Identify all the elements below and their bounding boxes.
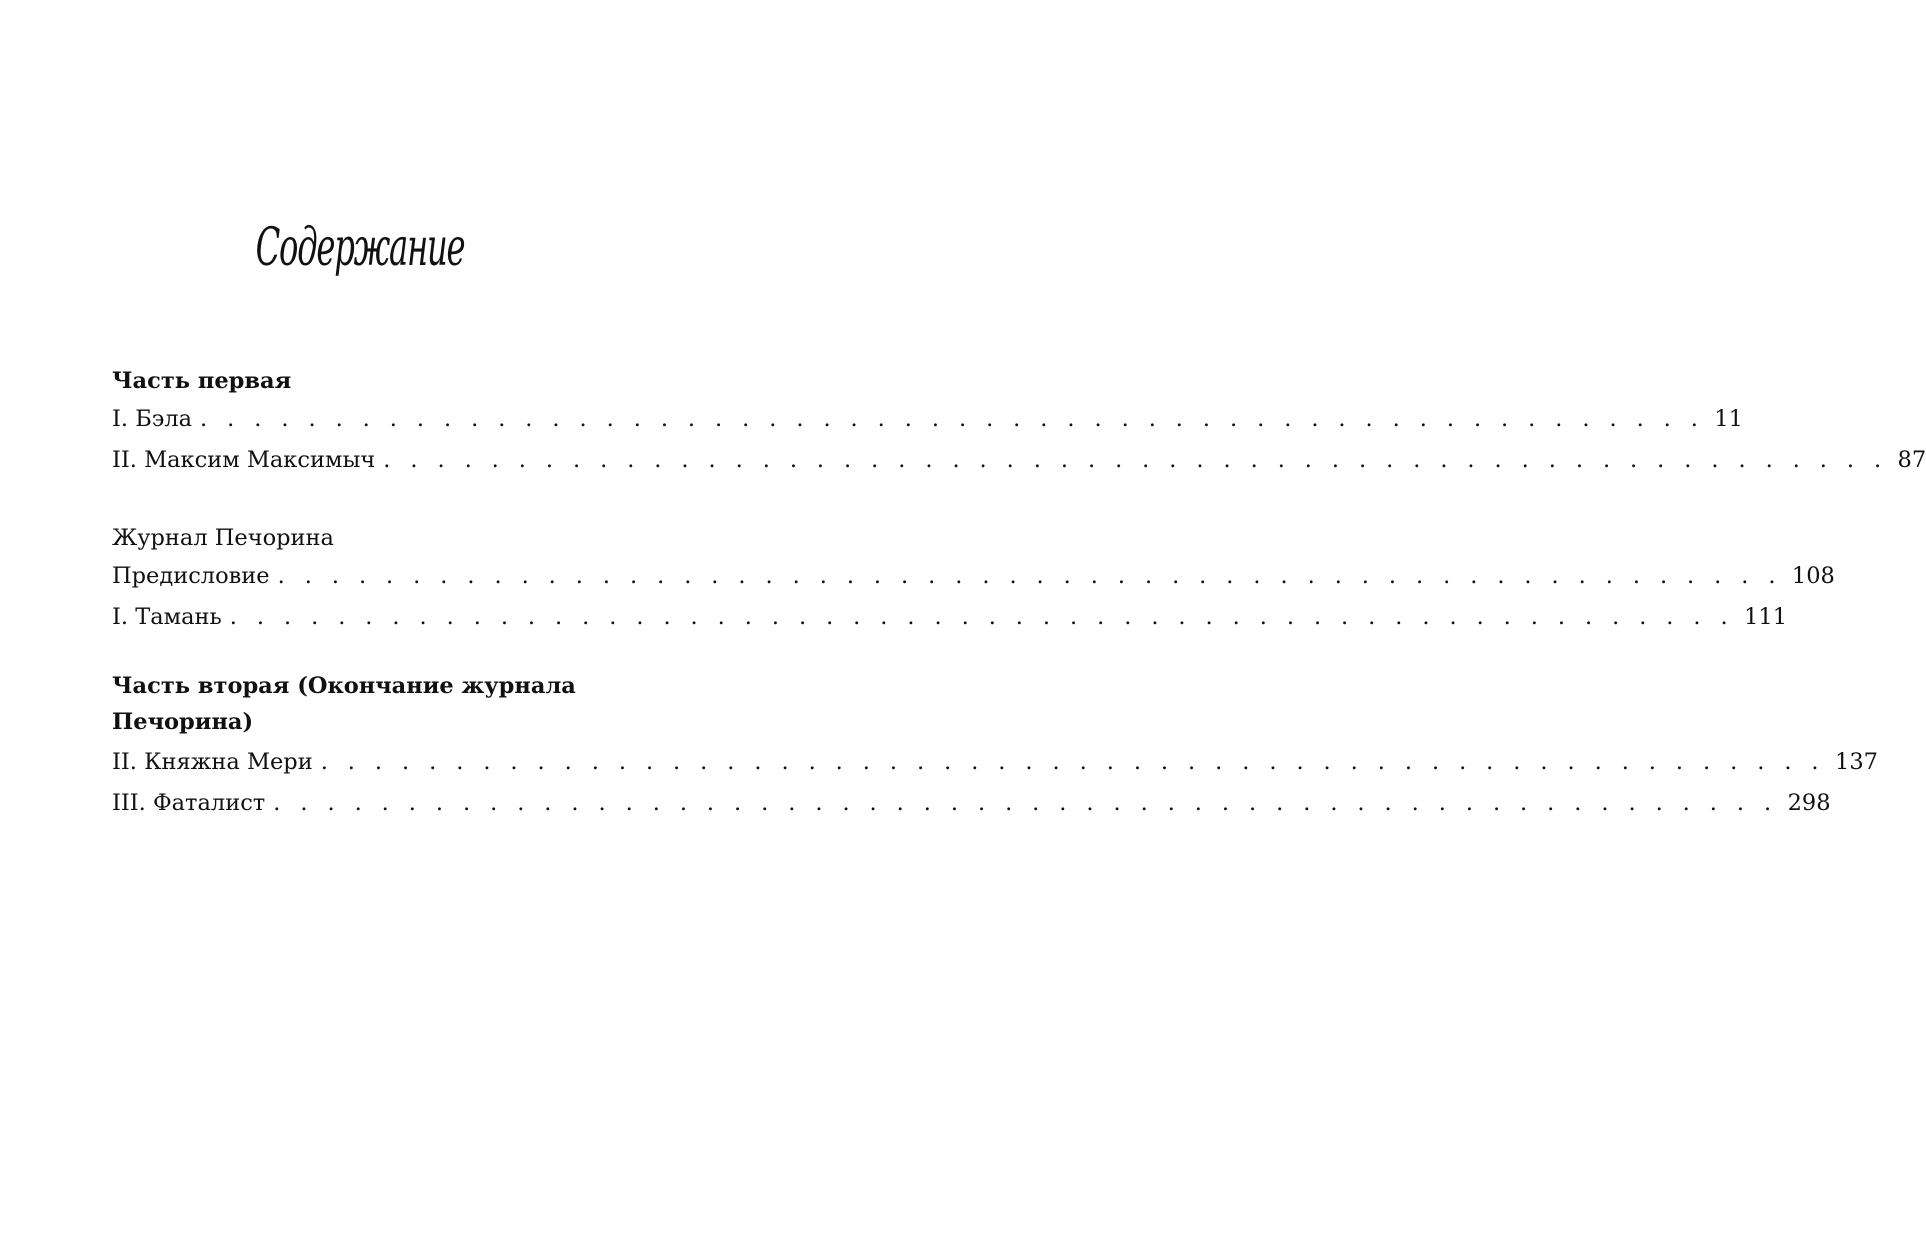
toc-entry-page: 87 [1897,447,1926,473]
toc-entry-page: 137 [1835,749,1878,775]
toc-entry-title: I. Бэла [112,406,193,432]
dot-leader: . . . . . . . . . . . . . . . . . . . . . . . . . . . . . . . . . . . . . . . . . . . . . . . . . . . . . . . . [320,749,1825,775]
toc-title: Содержание [255,218,465,278]
dot-leader: . . . . . . . . . . . . . . . . . . . . . . . . . . . . . . . . . . . . . . . . . . . . . . . . . . . . . . . . [383,447,1888,473]
toc-entry[interactable] [112,556,1835,597]
toc-entry[interactable] [112,399,1743,440]
part-two-heading [112,668,608,740]
toc-entry-page: 108 [1791,563,1835,589]
part-two-heading-line1: Часть вторая (Окончание журнала [112,673,576,699]
part-two-heading-line2: Печорина) [112,709,254,735]
spacer [112,481,608,521]
dot-leader: . . . . . . . . . . . . . . . . . . . . . . . . . . . . . . . . . . . . . . . . . . . . . . . . . . . . . . . . [229,604,1735,630]
toc-entry-title: II. Княжна Мери [112,749,313,775]
dot-leader: . . . . . . . . . . . . . . . . . . . . . . . . . . . . . . . . . . . . . . . . . . . . . . . . . . . . . . . . [277,563,1782,589]
toc-entry-page: 298 [1787,790,1831,816]
toc-entry-title: II. Максим Максимыч [112,447,376,473]
toc-entry-page: 111 [1744,604,1788,630]
dot-leader: . . . . . . . . . . . . . . . . . . . . . . . . . . . . . . . . . . . . . . . . . . . . . . . . . . . . . . . . [200,406,1705,432]
toc-entry-page: 11 [1714,406,1743,432]
table-of-contents [112,364,1926,824]
dot-leader: . . . . . . . . . . . . . . . . . . . . . . . . . . . . . . . . . . . . . . . . . . . . . . . . . . . . . . . . [273,790,1778,816]
toc-entry[interactable] [112,783,1831,824]
journal-heading: Журнал Печорина [112,525,334,551]
toc-entry[interactable] [112,742,1878,783]
toc-entry-title: Предисловие [112,563,270,589]
part-one-heading: Часть первая [112,368,292,394]
toc-entry[interactable] [112,597,1788,638]
toc-entry-title: I. Тамань [112,604,222,630]
toc-entry[interactable] [112,440,1926,481]
toc-entry-title: III. Фаталист [112,790,266,816]
